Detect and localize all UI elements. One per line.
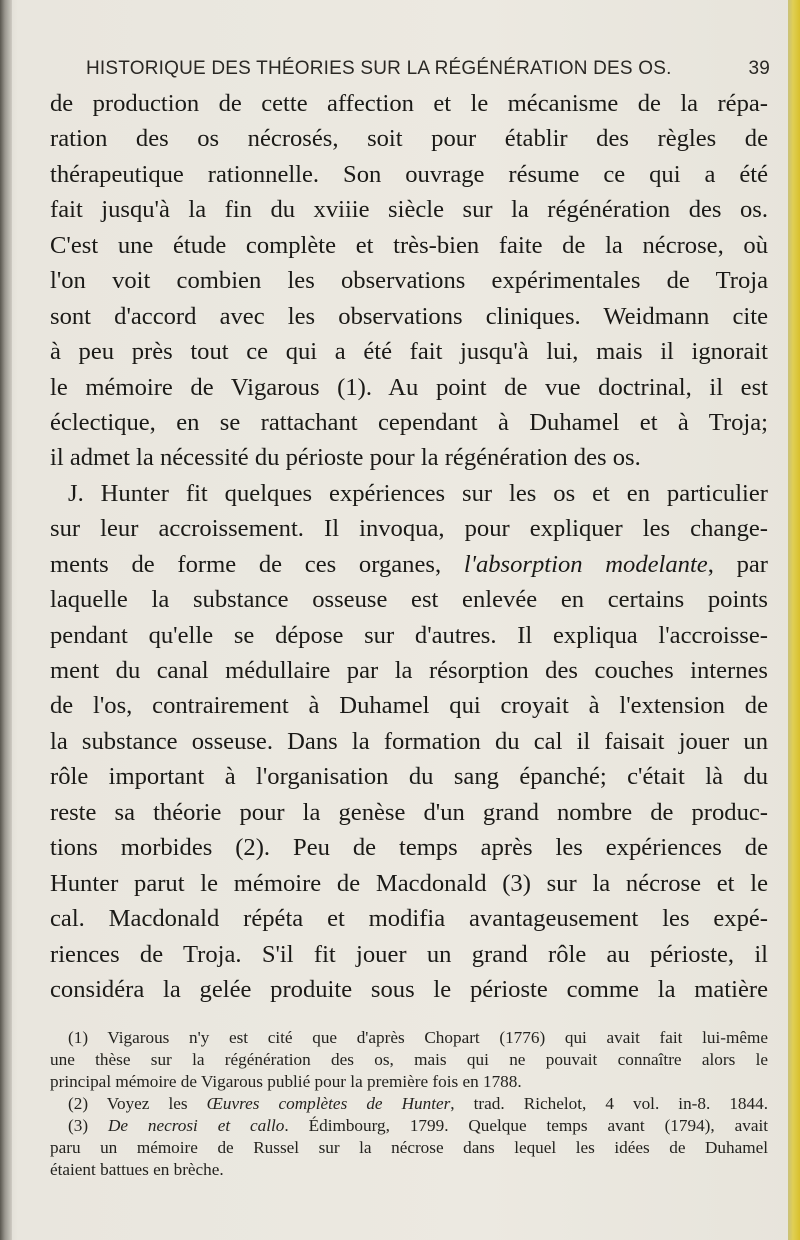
body-line: considéra la gelée produite sous le périoste comme la matière	[50, 975, 768, 1003]
body-line: Hunter parut le mémoire de Macdonald (3) sur la nécrose et le	[50, 869, 768, 897]
page-binding-shadow	[0, 0, 12, 1240]
footnote-3-cont: paru un mémoire de Russel sur la nécrose dans lequel les idées de Duhamel	[50, 1138, 768, 1157]
footnote-3-title: De necrosi et callo	[107, 1116, 285, 1135]
footnote-3-cont: étaient battues en brèche.	[50, 1160, 224, 1179]
body-line: à peu près tout ce qui a été fait jusqu'à lui, mais il ignorait	[50, 338, 768, 366]
body-line: éclectique, en se rattachant cependant à Duhamel et à Troja;	[50, 408, 768, 436]
footnote-3-prefix: (3)	[68, 1116, 108, 1135]
body-line: rôle important à l'organisation du sang épanché; c'était là du	[50, 763, 768, 791]
body-line: l'on voit combien les observations expérimentales de Troja	[50, 267, 768, 295]
footnote-1-cont: une thèse sur la régénération des os, mais qui ne pouvait connaître alors le	[50, 1050, 768, 1069]
running-title: HISTORIQUE DES THÉORIES SUR LA RÉGÉNÉRATION DES OS.	[86, 58, 672, 79]
running-header	[86, 58, 770, 86]
body-line: ration des os nécrosés, soit pour établir des règles de	[50, 125, 768, 153]
body-line: fait jusqu'à la fin du xviiie siècle sur la régénération des os.	[50, 196, 768, 224]
footnote-2-title: Œuvres complètes de Hunter	[206, 1094, 451, 1113]
body-line: cal. Macdonald répéta et modifia avantageusement les expé-	[50, 905, 768, 933]
body-line-start: ments de forme de ces organes,	[50, 550, 442, 578]
body-line: sur leur accroissement. Il invoqua, pour expliquer les change-	[50, 515, 768, 543]
body-line: de production de cette affection et le mécanisme de la répa-	[50, 90, 768, 117]
body-line: reste sa théorie pour la genèse d'un grand nombre de produc-	[50, 798, 768, 826]
footnote-2-prefix: (2) Voyez les	[68, 1094, 207, 1113]
page-number: 39	[748, 58, 770, 79]
footnote-1-cont: principal mémoire de Vigarous publié pour la première fois en 1788.	[50, 1072, 522, 1091]
body-line: laquelle la substance osseuse est enlevée en certains points	[50, 586, 768, 614]
body-line: ment du canal médullaire par la résorption des couches internes	[50, 657, 768, 684]
body-line: il admet la nécessité du périoste pour la régénération des os.	[50, 444, 641, 472]
body-line-end: , par	[707, 550, 768, 578]
body-line: tions morbides (2). Peu de temps après les expériences de	[50, 834, 768, 862]
footnotes	[50, 1027, 768, 1181]
body-line: pendant qu'elle se dépose sur d'autres. Il expliqua l'accroisse-	[50, 621, 768, 649]
body-line: sont d'accord avec les observations cliniques. Weidmann cite	[50, 302, 768, 330]
body-line-with-italic	[50, 547, 768, 582]
body-line: la substance osseuse. Dans la formation du cal il faisait jouer un	[50, 727, 768, 755]
footnote-2	[50, 1093, 768, 1115]
footnote-3	[50, 1115, 768, 1137]
italic-term: l'absorption modelante	[463, 550, 708, 578]
body-line: J. Hunter fit quelques expériences sur les os et en particulier	[68, 479, 768, 507]
body-line: le mémoire de Vigarous (1). Au point de vue doctrinal, il est	[50, 373, 768, 401]
body-line: C'est une étude complète et très-bien faite de la nécrose, où	[50, 231, 768, 259]
body-line: riences de Troja. S'il fit jouer un grand rôle au périoste, il	[50, 940, 768, 968]
body-text	[50, 86, 768, 1007]
body-line: thérapeutique rationnelle. Son ouvrage résume ce qui a été	[50, 160, 768, 188]
footnote-3-suffix: . Édimbourg, 1799. Quelque temps avant (1794), avait	[284, 1116, 768, 1135]
footnote-1: (1) Vigarous n'y est cité que d'après Chopart (1776) qui avait fait lui-même	[68, 1028, 768, 1047]
body-line: de l'os, contrairement à Duhamel qui croyait à l'extension de	[50, 692, 768, 720]
page-edge	[788, 0, 800, 1240]
footnote-2-suffix: , trad. Richelot, 4 vol. in-8. 1844.	[450, 1094, 769, 1113]
